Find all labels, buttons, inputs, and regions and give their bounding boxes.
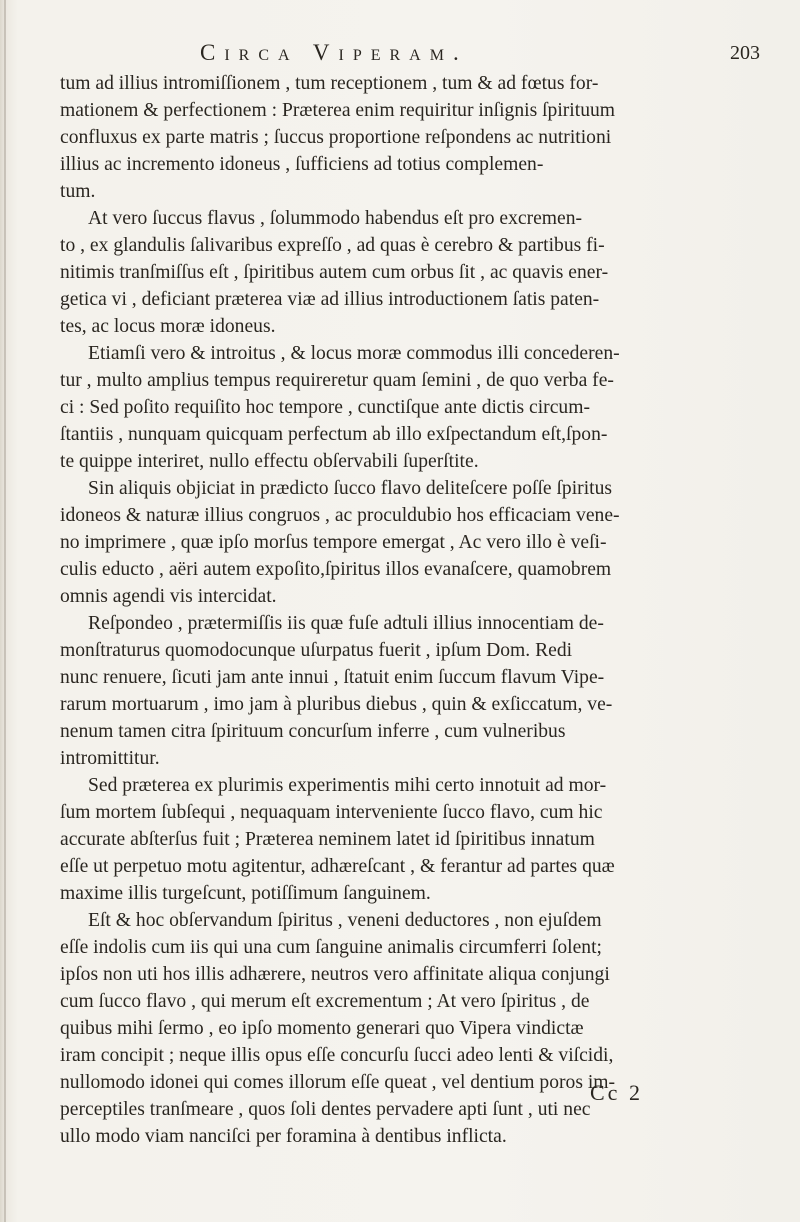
text-line: te quippe interiret, nullo effectu obſervabili ſuperſtite. [60,451,479,472]
text-line: tur , multo amplius tempus requireretur quam ſemini , de quo verba fe- [60,370,614,391]
text-line: eſſe indolis cum iis qui una cum ſanguine animalis circumferri ſolent; [60,937,602,958]
text-line: culis educto , aëri autem expoſito,ſpiritus illos evanaſcere, quamobrem [60,559,612,580]
text-line: confluxus ex parte matris ; ſuccus proportione reſpondens ac nutritioni [60,127,612,148]
text-line: getica vi , deficiant præterea viæ ad illius introductionem ſatis paten- [60,289,600,310]
text-line: accurate abſterſus fuit ; Præterea neminem latet id ſpiritibus innatum [60,829,595,850]
running-title: Circa Viperam. [200,40,468,65]
text-line: nitimis tranſmiſſus eſt , ſpiritibus autem cum orbus ſit , ac quavis ener- [60,262,609,283]
text-line: illius ac incremento idoneus , ſufficiens ad totius complemen- [60,154,544,175]
text-line: Reſpondeo , prætermiſſis iis quæ fuſe adtuli illius innocentiam de- [88,613,604,634]
text-line: ipſos non uti hos illis adhærere, neutros vero affinitate aliqua conjungi [60,964,610,985]
text-line: ſtantiis , nunquam quicquam perfectum ab illo exſpectandum eſt,ſpon- [60,424,608,445]
text-line: perceptiles tranſmeare , quos ſoli dentes pervadere apti ſunt , uti nec [60,1099,591,1120]
catchword-signature: Cc 2 [590,1080,643,1105]
text-line: intromittitur. [60,748,160,769]
text-line: rarum mortuarum , imo jam à pluribus diebus , quin & exſiccatum, ve- [60,694,613,715]
text-line: ci : Sed poſito requiſito hoc tempore , cunctiſque ante dictis circum- [60,397,590,418]
text-line: Sin aliquis objiciat in prædicto ſucco flavo deliteſcere poſſe ſpiritus [88,478,613,499]
text-line: nenum tamen citra ſpirituum concurſum inferre , cum vulneribus [60,721,566,742]
text-line: omnis agendi vis intercidat. [60,586,277,607]
text-line: Eſt & hoc obſervandum ſpiritus , veneni deductores , non ejuſdem [88,910,602,931]
text-line: maxime illis turgeſcunt, potiſſimum ſanguinem. [60,883,431,904]
text-line: eſſe ut perpetuo motu agitentur, adhæreſcant , & ferantur ad partes quæ [60,856,615,877]
text-line: cum ſucco flavo , qui merum eſt excrementum ; At vero ſpiritus , de [60,991,590,1012]
text-line: tum. [60,181,96,202]
text-line: tum ad illius intromiſſionem , tum receptionem , tum & ad fœtus for- [60,73,599,94]
text-line: iram concipit ; neque illis opus eſſe concurſu ſucci adeo lenti & viſcidi, [60,1045,614,1066]
text-line: monſtraturus quomodocunque uſurpatus fuerit , ipſum Dom. Redi [60,640,573,661]
text-line: nunc renuere, ſicuti jam ante innui , ſtatuit enim ſuccum flavum Vipe- [60,667,605,688]
text-line: mationem & perfectionem : Præterea enim requiritur inſignis ſpirituum [60,100,616,121]
text-line: tes, ac locus moræ idoneus. [60,316,276,337]
text-line: ullo modo viam nanciſci per foramina à dentibus inflicta. [60,1126,507,1147]
text-line: idoneos & naturæ illius congruos , ac proculdubio hos efficaciam vene- [60,505,620,526]
text-line: ſum mortem ſubſequi , nequaquam interveniente ſucco flavo, cum hic [60,802,603,823]
text-line: Etiamſi vero & introitus , & locus moræ commodus illi concederen- [88,343,620,364]
text-line: to , ex glandulis ſalivaribus expreſſo , ad quas è cerebro & partibus fi- [60,235,605,256]
text-line: nullomodo idonei qui comes illorum eſſe queat , vel dentium poros im- [60,1072,616,1093]
binding-gutter [4,0,6,1222]
text-line: no imprimere , quæ ipſo morſus tempore emergat , Ac vero illo è veſi- [60,532,607,553]
text-line: quibus mihi ſermo , eo ipſo momento generari quo Vipera vindictæ [60,1018,584,1039]
page-header [200,40,760,70]
page-number: 203 [730,42,760,64]
text-line: At vero ſuccus flavus , ſolummodo habendus eſt pro excremen- [88,208,583,229]
body-text [60,70,770,1150]
text-line: Sed præterea ex plurimis experimentis mihi certo innotuit ad mor- [88,775,607,796]
